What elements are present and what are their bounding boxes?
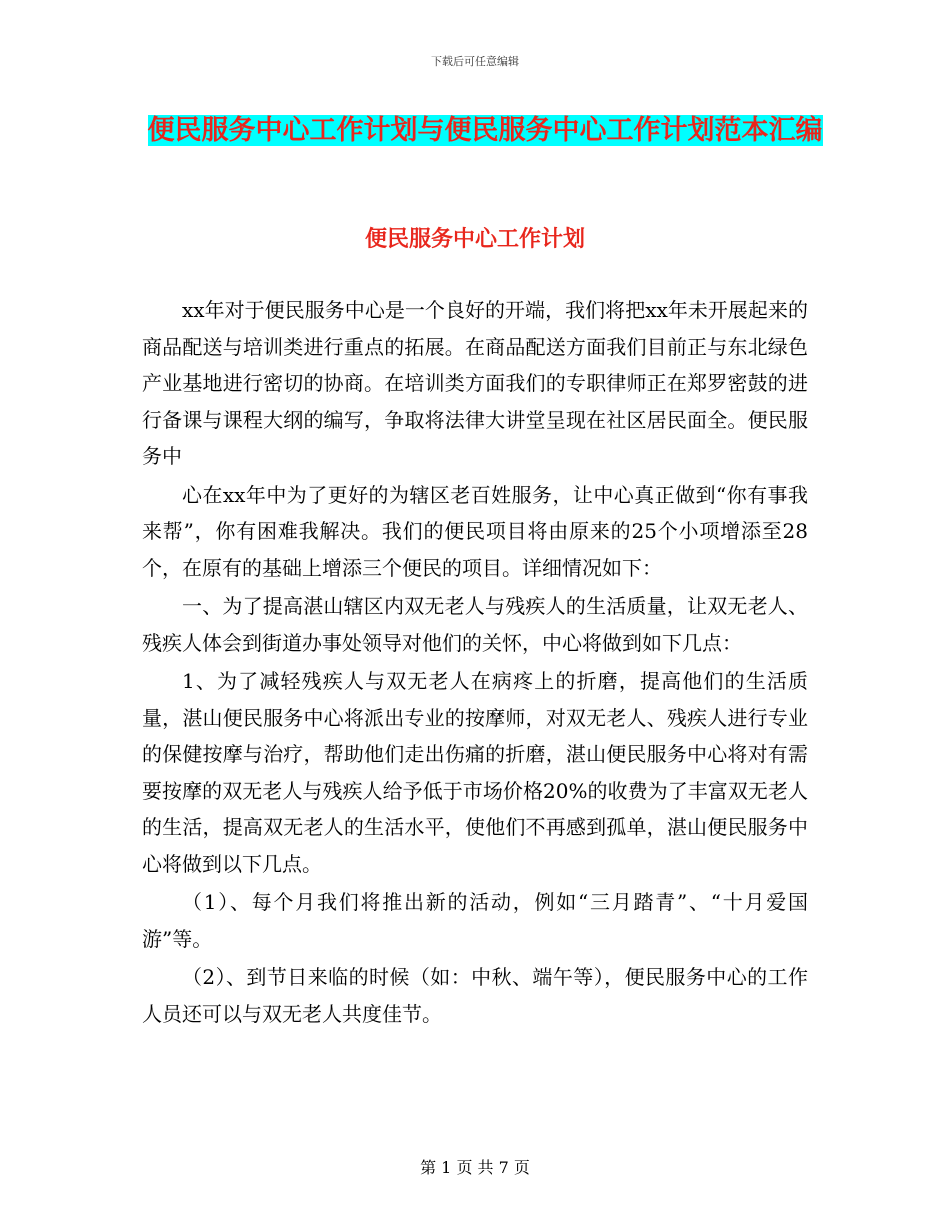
paragraph: （1）、每个月我们将推出新的活动，例如“三月踏青”、“十月爱国游”等。 [142, 890, 808, 951]
paragraph: 心在xx年中为了更好的为辖区老百姓服务，让中心真正做到“你有事我来帮”，你有困难我解决。我们的便民项目将由原来的25个小项增添至28个，在原有的基础上增添三个便民的项目。详细情况如下： [142, 482, 808, 580]
page-footer: 第 1 页 共 7 页 [420, 1158, 530, 1177]
paragraph: xx年对于便民服务中心是一个良好的开端，我们将把xx年未开展起来的商品配送与培训类进行重点的拓展。在商品配送方面我们目前正与东北绿色产业基地进行密切的协商。在培训类方面我们的专职律师正在郑罗密鼓的进行备课与课程大纲的编写，争取将法律大讲堂呈现在社区居民面全。便民服务中 [142, 298, 808, 468]
paragraph: （2）、到节日来临的时候（如：中秋、端午等），便民服务中心的工作人员还可以与双无老人共度佳节。 [142, 965, 808, 1026]
section-title: 便民服务中心工作计划 [364, 227, 585, 252]
paragraph: 1、为了减轻残疾人与双无老人在病疼上的折磨，提高他们的生活质量，湛山便民服务中心将派出专业的按摩师，对双无老人、残疾人进行专业的保健按摩与治疗，帮助他们走出伤痛的折磨，湛山便民服务中心将对有需要按摩的双无老人与残疾人给予低于市场价格20%的收费为了丰富双无老人的生活，提高双无老人的生活水平，使他们不再感到孤单，湛山便民服务中心将做到以下几点。 [142, 669, 808, 876]
document-title [140, 110, 830, 152]
header-note: 下载后可任意编辑 [431, 55, 519, 68]
document-body [142, 292, 808, 1034]
document-title-text: 便民服务中心工作计划与便民服务中心工作计划范本汇编 [147, 115, 823, 146]
paragraph: 一、为了提高湛山辖区内双无老人与残疾人的生活质量，让双无老人、残疾人体会到街道办事处领导对他们的关怀，中心将做到如下几点： [142, 594, 808, 655]
